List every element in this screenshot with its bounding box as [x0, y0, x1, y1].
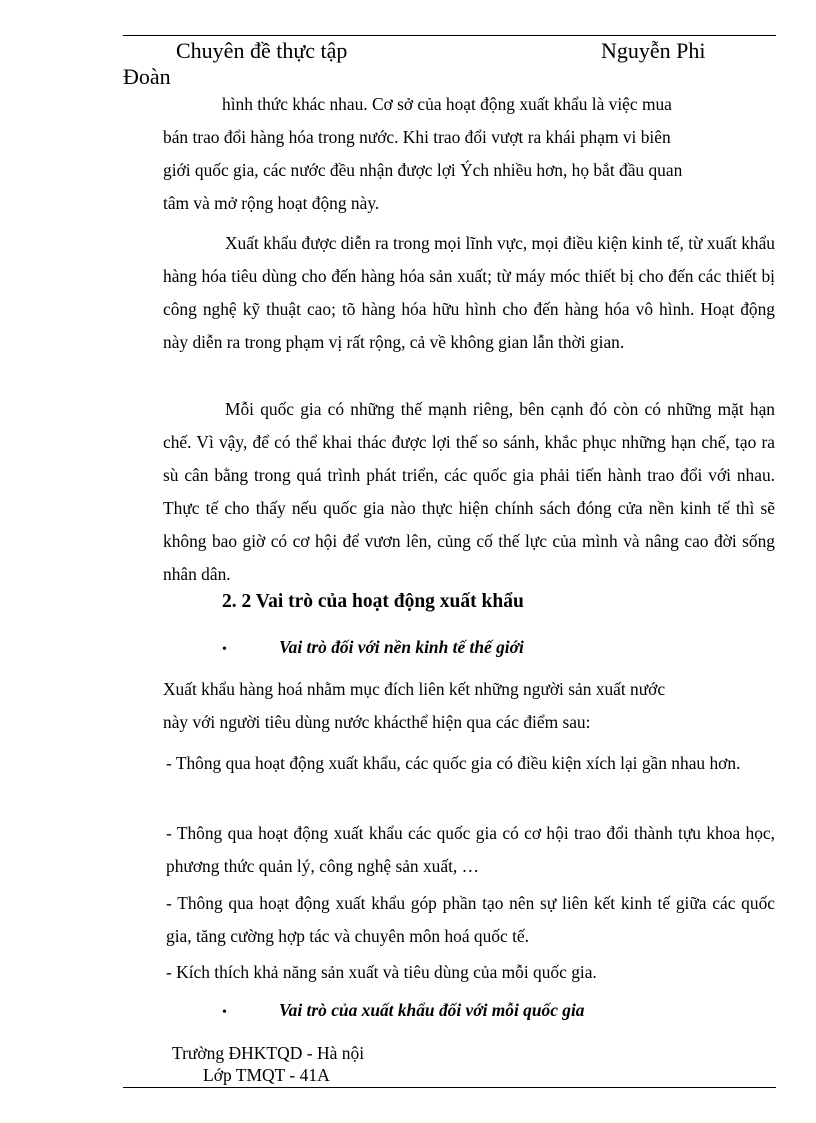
footer-rule	[123, 1087, 776, 1088]
footer-school: Trường ĐHKTQD - Hà nội	[172, 1043, 365, 1063]
dash-item-4: - Kích thích khả năng sản xuất và tiêu dùng của mỗi quốc gia.	[166, 962, 597, 982]
paragraph-3-text: Mỗi quốc gia có những thế mạnh riêng, bên cạnh đó còn có những mặt hạn chế. Vì vậy, để có thể khai thác được lợi thế so sánh, khắc phục những hạn chế, tạo ra sù cân bằng trong quá trình phát triển, các quốc gia phải tiến hành trao đổi với nhau. Thực tế cho thấy nếu quốc gia nào thực hiện chính sách đóng cửa nền kinh tế thì sẽ không bao giờ có cơ hội để vươn lên, củng cố thế lực của mình và nâng cao đời sống nhân dân.	[163, 399, 775, 584]
header-author: Nguyễn Phi	[601, 38, 706, 63]
section-heading: 2. 2 Vai trò của hoạt động xuất khẩu	[222, 591, 524, 612]
header-rule	[123, 35, 776, 36]
header-author-wrap: Đoàn	[123, 64, 171, 89]
header-title: Chuyên đề thực tập	[176, 38, 348, 63]
paragraph-3	[163, 393, 775, 591]
bullet-icon: •	[222, 1005, 227, 1020]
dash-item-2: - Thông qua hoạt động xuất khẩu các quốc gia có cơ hội trao đổi thành tựu khoa học, phương thức quản lý, công nghệ sản xuất, …	[166, 823, 775, 876]
paragraph-2	[163, 227, 775, 359]
dash-item-1: - Thông qua hoạt động xuất khẩu, các quốc gia có điều kiện xích lại gần nhau hơn.	[166, 753, 741, 773]
bullet-2-text: Vai trò của xuất khẩu đối với mỗi quốc gia	[279, 1000, 585, 1020]
footer-class: Lớp TMQT - 41A	[203, 1065, 330, 1085]
paragraph-4-line-1: Xuất khẩu hàng hoá nhằm mục đích liên kết những người sản xuất nước	[163, 679, 666, 699]
paragraph-1-line-2: bán trao đổi hàng hóa trong nước. Khi trao đổi vượt ra khái phạm vi biên	[163, 127, 671, 147]
bullet-item-1	[222, 637, 524, 658]
dash-item-3: - Thông qua hoạt động xuất khẩu góp phần tạo nên sự liên kết kinh tế giữa các quốc gia, tăng cường hợp tác và chuyên môn hoá quốc tế.	[166, 893, 775, 946]
paragraph-1-line-1: hình thức khác nhau. Cơ sở của hoạt động xuất khẩu là việc mua	[222, 94, 672, 114]
paragraph-4-line-2: này với người tiêu dùng nước khácthể hiện qua các điểm sau:	[163, 712, 591, 732]
bullet-icon: •	[222, 642, 227, 657]
paragraph-2-text: Xuất khẩu được diễn ra trong mọi lĩnh vực, mọi điều kiện kinh tế, từ xuất khẩu hàng hóa tiêu dùng cho đến hàng hóa sản xuất; từ máy móc thiết bị cho đến các thiết bị công nghệ kỹ thuật cao; tõ hàng hóa hữu hình cho đến hàng hóa vô hình. Hoạt động này diễn ra trong phạm vị rất rộng, cả về không gian lẫn thời gian.	[163, 233, 775, 352]
bullet-item-2	[222, 1000, 585, 1021]
bullet-1-text: Vai trò đối với nền kinh tế thế giới	[279, 637, 524, 657]
paragraph-1-line-3: giới quốc gia, các nước đều nhận được lợi Ých nhiều hơn, họ bắt đầu quan	[163, 160, 683, 180]
paragraph-1-line-4: tâm và mở rộng hoạt động này.	[163, 193, 380, 213]
